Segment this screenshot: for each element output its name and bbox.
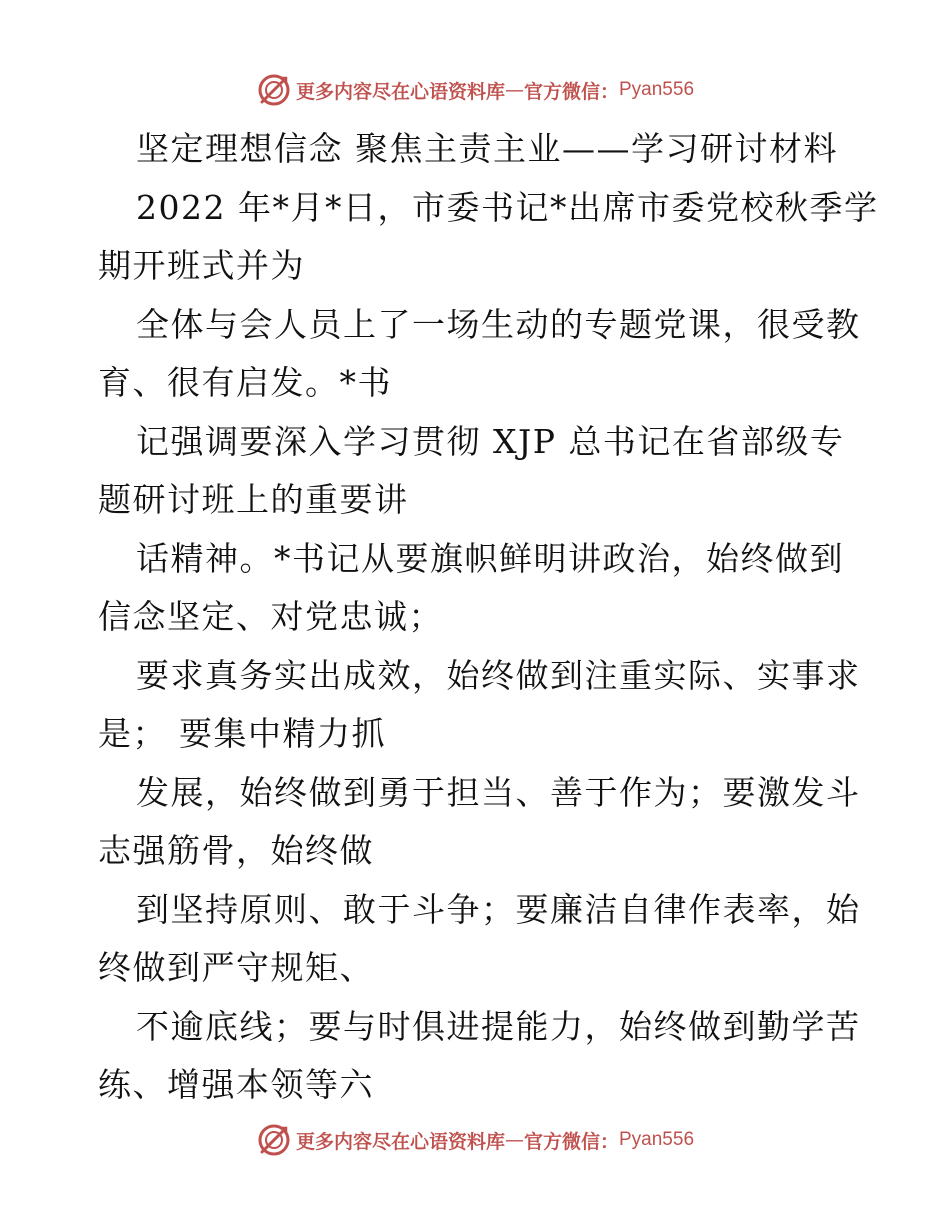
- paragraph-line: 志强筋骨，始终做: [98, 831, 374, 870]
- paragraph-line: 练、增强本领等六: [98, 1065, 374, 1104]
- paragraph-line: 话精神。*书记从要旗帜鲜明讲政治，始终做到: [136, 538, 844, 578]
- logo-icon: [256, 72, 292, 108]
- paragraph-line: 记强调要深入学习贯彻 XJP 总书记在省部级专: [136, 421, 845, 461]
- watermark-wechat-id: Pyan556: [619, 1129, 695, 1150]
- paragraph-line: 全体与会人员上了一场生动的专题党课，很受教: [136, 304, 861, 344]
- watermark-prefix: 更多内容尽在心语资料库: [295, 1130, 505, 1153]
- paragraph-line: 2022 年*月*日，市委书记*出席市委党校秋季学: [136, 187, 879, 227]
- paragraph-line: 发展，始终做到勇于担当、善于作为；要激发斗: [136, 772, 861, 812]
- watermark-dash: —: [504, 79, 524, 101]
- paragraph-line: 是； 要集中精力抓: [98, 714, 386, 753]
- footer-watermark: [0, 1120, 950, 1160]
- paragraph-line: 不逾底线；要与时俱进提能力，始终做到勤学苦: [136, 1006, 861, 1046]
- paragraph-line: 期开班式并为: [98, 246, 305, 285]
- watermark-suffix: 官方微信：: [523, 80, 619, 103]
- watermark-dash: —: [504, 1129, 524, 1151]
- paragraph-line: 题研讨班上的重要讲: [98, 480, 409, 519]
- watermark-prefix: 更多内容尽在心语资料库: [295, 80, 505, 103]
- document-title: 坚定理想信念 聚焦主责主业——学习研讨材料: [136, 129, 838, 168]
- paragraph-line: 育、很有启发。*书: [98, 363, 392, 402]
- header-watermark: [0, 70, 950, 110]
- logo-icon: [256, 1122, 292, 1158]
- paragraph-line: 信念坚定、对党忠诚；: [98, 597, 443, 636]
- paragraph-line: 到坚持原则、敢于斗争；要廉洁自律作表率，始: [136, 889, 861, 929]
- watermark-suffix: 官方微信：: [523, 1130, 619, 1153]
- paragraph-line: 要求真务实出成效，始终做到注重实际、实事求: [136, 655, 861, 695]
- document-body: [98, 120, 879, 1115]
- watermark-wechat-id: Pyan556: [619, 79, 695, 100]
- paragraph-line: 终做到严守规矩、: [98, 948, 374, 987]
